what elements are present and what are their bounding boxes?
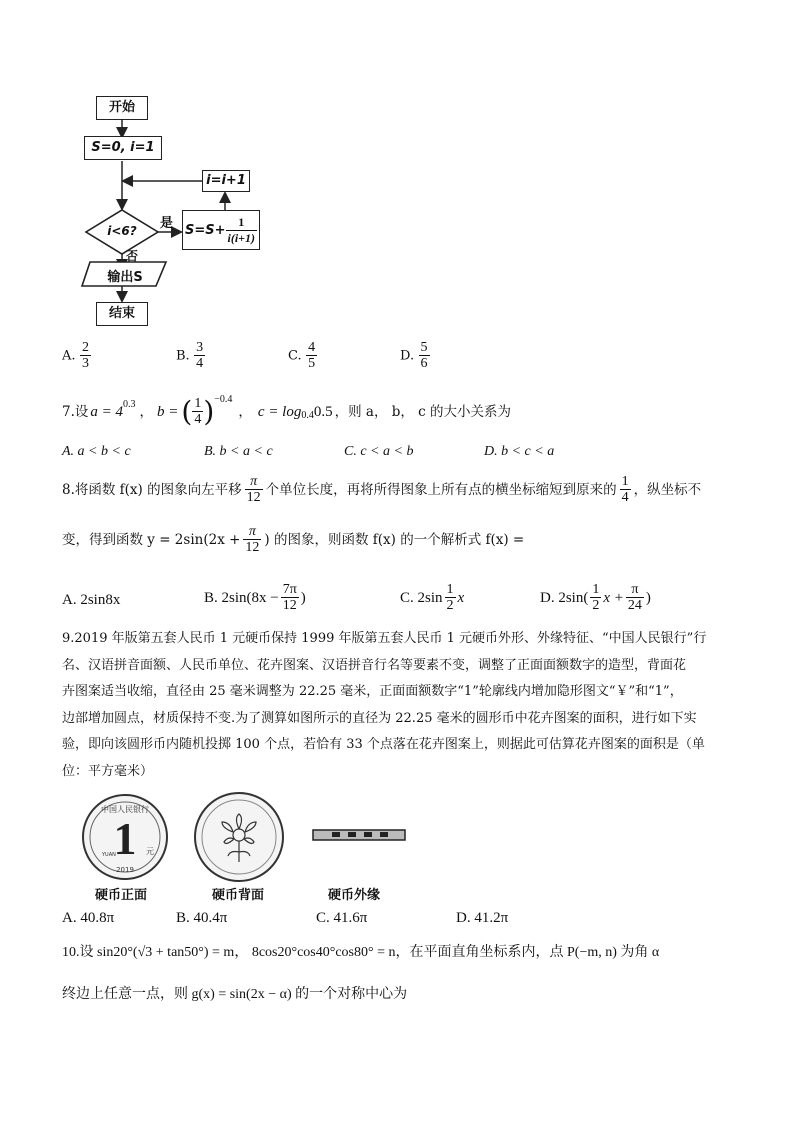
flowchart-output: 输出S [107,270,143,285]
q10-line2: 终边上任意一点，则 g(x) = sin(2x − α) 的一个对称中心为 [62,987,408,1002]
coin-front-graphic [80,792,170,882]
option-text: B. 2sin(8x − [204,589,279,606]
q9-line: 卉图案适当收缩，直径由 25 毫米调整为 22.25 毫米，正面面额数字“1”轮廓线内增加隐形图文“￥”和“1”， [62,684,683,699]
coin-back-image [192,790,286,884]
coin-edge-caption: 硬币外缘 [328,888,381,903]
update-s-fraction: $\frac{1}{i(i+1)}$ [227,214,255,245]
flowchart [80,88,300,338]
flowchart-end: 结束 [96,302,148,326]
q8-line1-b: 个单位长度，再将所得图象上所有点的横坐标缩短到原来的 [265,481,617,498]
q9-stem [62,626,742,785]
coin-back-caption: 硬币背面 [212,888,265,903]
q7-a-expr: a = 4 [90,403,124,420]
option-fraction: $\frac{1}{2}$ [446,582,454,613]
q6-option-c[interactable] [288,340,317,371]
q7-b-fraction: $\frac{1}{4}$ [194,396,202,427]
q8-option-a[interactable] [62,587,120,613]
coin-back-graphic [192,790,286,884]
q7-prefix: 7.设 [62,403,89,420]
coin-edge-graphic [312,828,406,842]
option-fraction: $\frac{\pi}{24}$ [627,582,642,613]
q8-option-c[interactable] [400,582,464,613]
q8-line2-b: ) 的图象，则函数 f(x) 的一个解析式 f(x) = [264,531,525,548]
q6-option-a[interactable] [62,340,91,371]
option-fraction: $\frac{5}{6}$ [420,340,428,371]
q9-line: 边部增加圆点，材质保持不变.为了测算如图所示的直径为 22.25 毫米的圆形币中花卉图案的面积，进行如下实 [62,710,697,726]
q7-a-exponent: 0.3 [123,398,136,410]
option-text: D. 2sin( [540,589,589,606]
option-fraction: $\frac{4}{5}$ [308,340,316,371]
q9-option-b[interactable]: B. 40.4π [176,910,228,926]
coin-front-caption: 硬币正面 [95,888,148,903]
option-text: ) [300,589,306,606]
flowchart-yes-label: 是 [160,216,174,231]
q7-b-exponent: −0.4 [214,393,233,405]
coin-front-year: 2019 [116,866,134,874]
coin-edge-image [312,828,406,842]
q8-shift-fraction: $\frac{\pi}{12}$ [246,474,261,505]
option-letter: B. [176,348,190,364]
option-text: x [457,589,465,606]
q7-c-arg: 0.5 [313,403,333,420]
q9-line: 位：平方毫米） [62,763,154,779]
q7-option-d[interactable]: D. b < c < a [484,444,555,459]
q8-line2-a: 变，得到函数 y = 2sin(2x + [62,531,241,548]
q9-option-d[interactable]: D. 41.2π [456,910,509,926]
q6-option-d[interactable] [400,340,430,371]
coin-front-value: 1 [113,813,137,864]
q7-b-expr: b = [157,403,179,420]
q8-line1-a: 8.将函数 f(x) 的图象向左平移 [62,481,242,498]
coin-front-top-text: 中国人民银行 [101,805,149,814]
q8-line1-c: ，纵坐标不 [633,481,702,498]
flowchart-no-label: 否 [126,249,139,263]
q8-option-d[interactable] [540,582,651,613]
option-fraction: $\frac{1}{2}$ [592,582,600,613]
q7-suffix: ，则 a， b， c 的大小关系为 [334,403,512,420]
q9-line: 验，即向该圆形币内随机投掷 100 个点，若恰有 33 个点落在花卉图案上，则据此可估算花卉图案的面积是（单 [62,737,705,752]
option-text: x + [603,589,624,606]
q8-line2-fraction: $\frac{\pi}{12}$ [245,524,260,555]
option-text: ) [645,589,651,606]
q8-line2 [62,524,524,555]
flowchart-condition: i<6? [107,224,137,238]
flowchart-init: S=0, i=1 [84,136,162,160]
option-letter: D. [400,348,415,364]
q7-c-expr: c = log [257,403,302,420]
coin-front-image [80,792,170,882]
q7-option-a[interactable]: A. a < b < c [62,444,131,459]
q8-option-b[interactable] [204,582,306,613]
option-letter: A. [62,348,76,364]
q9-option-c[interactable]: C. 41.6π [316,910,368,926]
option-fraction: $\frac{7\pi}{12}$ [282,582,297,613]
q7-option-b[interactable]: B. b < a < c [204,444,273,459]
update-s-prefix: S=S+ [184,222,226,238]
coin-front-yuan: YUAN [102,852,116,858]
option-fraction: $\frac{3}{4}$ [196,340,204,371]
coin-front-unit: 元 [146,847,154,856]
flowchart-start: 开始 [96,96,148,120]
q9-option-a[interactable]: A. 40.8π [62,910,115,926]
option-fraction: $\frac{2}{3}$ [81,340,89,371]
q9-line: 名、汉语拼音面额、人民币单位、花卉图案、汉语拼音行名等要素不变，调整了正面面额数字的造型，背面花 [62,657,687,673]
option-text: A. 2sin8x [62,592,121,608]
option-text: C. 2sin [400,589,443,606]
flowchart-update-i: i=i+1 [202,170,250,192]
q10-line1: 10.设 sin20°(√3 + tan50°) = m， 8cos20°cos40°cos80° = n，在平面直角坐标系内，点 P(−m, n) 为角 α [62,945,660,960]
q7-stem: 7.设 a = 4 $^{0.3}$ ， b = ( $\frac{1}{4}$ ) $^{-0.4}$ ， c = log $_{0.4}$ 0.5 ，则 a， b， c 的大小关系为 [62,396,511,427]
q7-option-c[interactable]: C. c < a < b [344,444,414,459]
q9-line: 9.2019 年版第五套人民币 1 元硬币保持 1999 年版第五套人民币 1 元硬币外形、外缘特征、“中国人民银行”行 [62,631,707,646]
q8-line1 [62,474,701,505]
q8-scale-fraction: $\frac{1}{4}$ [621,474,629,505]
q6-option-b[interactable] [176,340,205,371]
flowchart-update-s [182,210,260,250]
option-letter: C. [288,348,302,364]
q7-c-base: 0.4 [301,409,314,421]
